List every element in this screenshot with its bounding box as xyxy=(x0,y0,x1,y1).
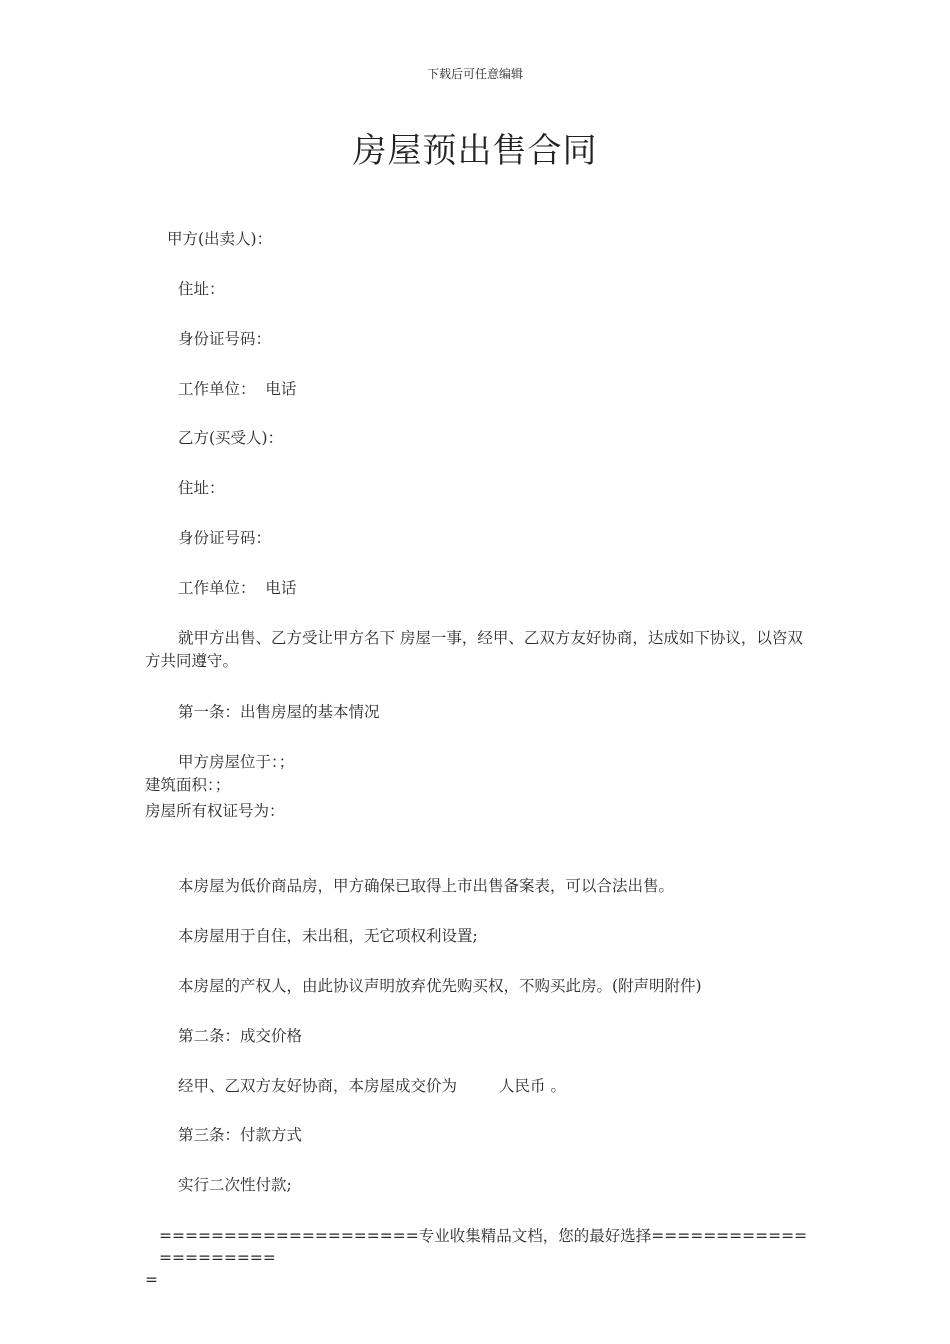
party-b-phone: 电话 xyxy=(265,579,297,597)
article1-area: 建筑面积：； xyxy=(145,776,231,794)
article1-heading: 第一条：出售房屋的基本情况 xyxy=(178,703,380,721)
footer-banner xyxy=(145,1225,815,1291)
article1-certificate: 房屋所有权证号为： xyxy=(145,802,285,820)
party-a-phone: 电话 xyxy=(265,380,297,398)
party-a-address: 住址： xyxy=(178,280,225,298)
party-b-label: 乙方(买受人)： xyxy=(178,429,284,447)
article1-p1: 本房屋为低价商品房，甲方确保已取得上市出售备案表，可以合法出售。 xyxy=(178,877,675,895)
header-note: 下载后可任意编辑 xyxy=(426,67,523,81)
footer-line-1: ====================专业收集精品文档，您的最好选择===================== xyxy=(159,1227,808,1267)
article2-text-before: 经甲、乙双方友好协商，本房屋成交价为 xyxy=(178,1077,458,1095)
article2-price-row xyxy=(178,1075,566,1098)
party-a-work-unit: 工作单位： xyxy=(178,380,256,398)
article3-p1: 实行二次性付款; xyxy=(178,1176,292,1194)
footer-line-2: = xyxy=(145,1271,158,1289)
party-b-address: 住址： xyxy=(178,479,225,497)
article3-heading: 第三条：付款方式 xyxy=(178,1126,303,1144)
article1-p2: 本房屋用于自住，未出租，无它项权利设置; xyxy=(178,927,478,945)
party-b-work-unit: 工作单位： xyxy=(178,579,256,597)
party-a-id-number: 身份证号码： xyxy=(178,330,272,348)
party-a-work-unit-row xyxy=(178,378,296,401)
party-a-label: 甲方(出卖人)： xyxy=(167,230,273,248)
article2-heading: 第二条：成交价格 xyxy=(178,1027,303,1045)
party-b-work-unit-row xyxy=(178,577,296,600)
party-b-id-number: 身份证号码： xyxy=(178,529,272,547)
preamble: 就甲方出售、乙方受让甲方名下 房屋一事，经甲、乙双方友好协商，达成如下协议，以咨双方共同遵守。 xyxy=(145,629,803,670)
article2-text-after: 人民币 。 xyxy=(499,1077,566,1095)
article1-p3: 本房屋的产权人，由此协议声明放弃优先购买权，不购买此房。(附声明附件) xyxy=(178,977,702,995)
article1-location: 甲方房屋位于：； xyxy=(178,753,295,771)
page-title: 房屋预出售合同 xyxy=(352,131,598,171)
